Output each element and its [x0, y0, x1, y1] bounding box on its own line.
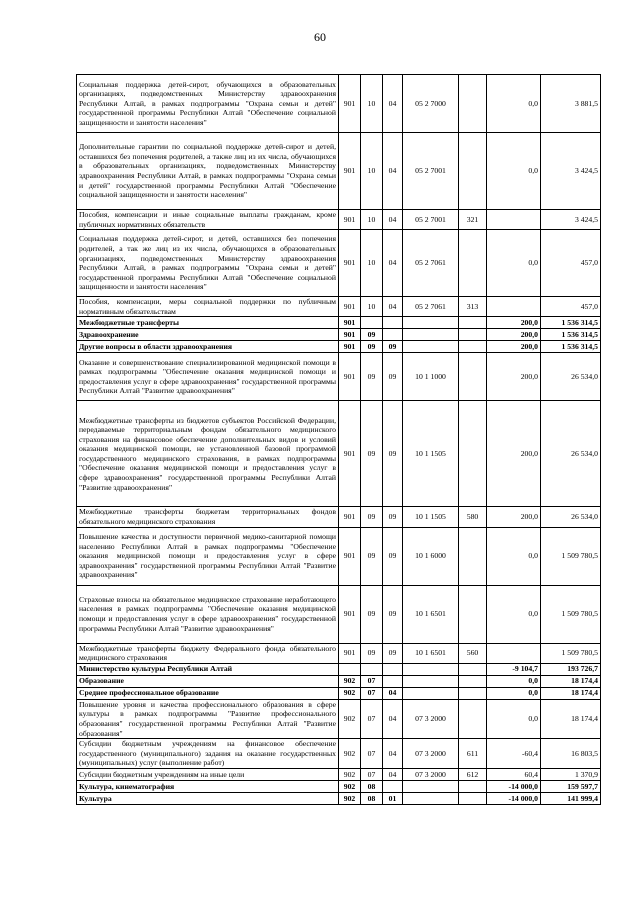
table-row: [77, 353, 601, 401]
change-amount: -9 104,7: [487, 663, 541, 675]
table-row: [77, 663, 601, 675]
table-row: [77, 329, 601, 341]
ministry-code: 901: [339, 210, 361, 230]
table-row: [77, 792, 601, 804]
total-amount: 18 174,4: [541, 687, 601, 699]
target-item-code: 05 2 7001: [403, 133, 459, 210]
total-amount: 3 424,5: [541, 133, 601, 210]
expense-type-code: [459, 792, 487, 804]
target-item-code: [403, 317, 459, 329]
table-row: [77, 317, 601, 329]
ministry-code: 902: [339, 699, 361, 738]
change-amount: 0,0: [487, 699, 541, 738]
section-code: 07: [361, 768, 383, 780]
target-item-code: [403, 792, 459, 804]
ministry-code: 901: [339, 401, 361, 507]
table-row: [77, 643, 601, 663]
change-amount: 0,0: [487, 687, 541, 699]
change-amount: 200,0: [487, 507, 541, 527]
change-amount: [487, 297, 541, 317]
ministry-code: 901: [339, 507, 361, 527]
expense-type-code: [459, 527, 487, 585]
expense-type-code: 611: [459, 739, 487, 769]
target-item-code: 05 2 7000: [403, 75, 459, 133]
subsection-code: [383, 663, 403, 675]
table-row: [77, 739, 601, 769]
change-amount: 200,0: [487, 329, 541, 341]
section-code: 09: [361, 643, 383, 663]
subsection-code: 04: [383, 133, 403, 210]
budget-table: [76, 74, 601, 805]
total-amount: 141 999,4: [541, 792, 601, 804]
target-item-code: 10 1 1000: [403, 353, 459, 401]
target-item-code: 05 2 7061: [403, 230, 459, 297]
table-row: [77, 527, 601, 585]
table-row: [77, 401, 601, 507]
expense-type-code: [459, 353, 487, 401]
subsection-code: 09: [383, 507, 403, 527]
change-amount: 0,0: [487, 527, 541, 585]
row-name: Межбюджетные трансферты бюджетам территориальных фондов обязательного медицинского страхования: [77, 507, 339, 527]
total-amount: 1 509 780,5: [541, 527, 601, 585]
table-row: [77, 675, 601, 687]
table-row: [77, 507, 601, 527]
expense-type-code: [459, 585, 487, 643]
section-code: 10: [361, 75, 383, 133]
table-row: [77, 210, 601, 230]
row-name: Социальная поддержка детей-сирот, и детей, оставшихся без попечения родителей, а так же лиц из их числа, обучающихся в образовательных организациях, подведомственных Министерству здравоохранения Республики Алтай, в рамках подпрограммы "Охрана семьи и детей" государственной программы Республики Алтай "Обеспечение социальной защищенности и занятости населения": [77, 230, 339, 297]
change-amount: 0,0: [487, 230, 541, 297]
table-row: [77, 75, 601, 133]
change-amount: [487, 210, 541, 230]
section-code: 07: [361, 687, 383, 699]
section-code: [361, 663, 383, 675]
row-name: Дополнительные гарантии по социальной поддержке детей-сирот и детей, оставшихся без попечения родителей, а также лиц из их числа, обучающихся в образовательных организациях, подведомственных Министерству здравоохранения Республики Алтай, в рамках подпрограммы "Охрана семьи и детей" государственной программы Республики Алтай "Обеспечение социальной защищенности и занятости населения": [77, 133, 339, 210]
target-item-code: [403, 687, 459, 699]
table-row: [77, 687, 601, 699]
row-name: Министерство культуры Республики Алтай: [77, 663, 339, 675]
total-amount: 1 370,9: [541, 768, 601, 780]
ministry-code: 902: [339, 687, 361, 699]
ministry-code: 902: [339, 768, 361, 780]
ministry-code: 901: [339, 643, 361, 663]
ministry-code: 902: [339, 675, 361, 687]
total-amount: 457,0: [541, 297, 601, 317]
ministry-code: 901: [339, 527, 361, 585]
change-amount: 60,4: [487, 768, 541, 780]
expense-type-code: 580: [459, 507, 487, 527]
table-row: [77, 297, 601, 317]
total-amount: 1 536 314,5: [541, 341, 601, 353]
total-amount: 1 509 780,5: [541, 585, 601, 643]
section-code: 08: [361, 792, 383, 804]
row-name: Межбюджетные трансферты: [77, 317, 339, 329]
total-amount: 26 534,0: [541, 507, 601, 527]
target-item-code: [403, 341, 459, 353]
total-amount: 159 597,7: [541, 780, 601, 792]
change-amount: 200,0: [487, 401, 541, 507]
ministry-code: 901: [339, 297, 361, 317]
ministry-code: 901: [339, 353, 361, 401]
expense-type-code: [459, 341, 487, 353]
section-code: [361, 317, 383, 329]
budget-table-body: [77, 75, 601, 805]
ministry-code: 901: [339, 329, 361, 341]
expense-type-code: [459, 780, 487, 792]
subsection-code: 04: [383, 739, 403, 769]
ministry-code: 901: [339, 317, 361, 329]
section-code: 09: [361, 353, 383, 401]
subsection-code: [383, 329, 403, 341]
subsection-code: 09: [383, 527, 403, 585]
row-name: Другие вопросы в области здравоохранения: [77, 341, 339, 353]
target-item-code: 10 1 6000: [403, 527, 459, 585]
row-name: Повышение качества и доступности первичной медико-санитарной помощи населению Республики Алтай в рамках подпрограммы "Обеспечение оказания медицинской помощи и предоставления услуг в сфере здравоохранения" государственной программы Республики Алтай "Развитие здравоохранения": [77, 527, 339, 585]
subsection-code: [383, 780, 403, 792]
target-item-code: 05 2 7001: [403, 210, 459, 230]
change-amount: -14 000,0: [487, 792, 541, 804]
row-name: Оказание и совершенствование специализированной медицинской помощи в рамках подпрограммы "Обеспечение оказания медицинской помощи и предоставления услуг в сфере здравоохранения" государственной программы Республики Алтай "Развитие здравоохранения": [77, 353, 339, 401]
row-name: Социальная поддержка детей-сирот, обучающихся в образовательных организациях, подведомственных Министерству здравоохранения Республики Алтай, в рамках подпрограммы "Охрана семьи и детей" государственной программы Республики Алтай "Обеспечение социальной защищенности и занятости населения": [77, 75, 339, 133]
total-amount: 18 174,4: [541, 675, 601, 687]
expense-type-code: 313: [459, 297, 487, 317]
target-item-code: [403, 663, 459, 675]
target-item-code: 07 3 2000: [403, 699, 459, 738]
section-code: 09: [361, 401, 383, 507]
subsection-code: 04: [383, 297, 403, 317]
expense-type-code: [459, 75, 487, 133]
expense-type-code: [459, 675, 487, 687]
ministry-code: 901: [339, 585, 361, 643]
row-name: Межбюджетные трансферты из бюджетов субъектов Российской Федерации, передаваемые территориальным фондам обязательного медицинского страхования на финансовое обеспечение дополнительных видов и условий оказания медицинской помощи, не установленной базовой программой государственного медицинского страхования, в рамках подпрограммы "Обеспечение оказания медицинской помощи и предоставления услуг в сфере здравоохранения" государственной программы Республики Алтай "Развитие здравоохранения": [77, 401, 339, 507]
ministry-code: 902: [339, 739, 361, 769]
change-amount: 0,0: [487, 585, 541, 643]
expense-type-code: 560: [459, 643, 487, 663]
total-amount: 26 534,0: [541, 353, 601, 401]
target-item-code: 10 1 6501: [403, 585, 459, 643]
section-code: 10: [361, 297, 383, 317]
ministry-code: 901: [339, 133, 361, 210]
total-amount: 1 536 314,5: [541, 317, 601, 329]
target-item-code: 10 1 1505: [403, 401, 459, 507]
target-item-code: [403, 675, 459, 687]
section-code: 10: [361, 133, 383, 210]
subsection-code: [383, 317, 403, 329]
subsection-code: 09: [383, 353, 403, 401]
ministry-code: 902: [339, 792, 361, 804]
total-amount: 1 509 780,5: [541, 643, 601, 663]
ministry-code: 901: [339, 341, 361, 353]
target-item-code: 07 3 2000: [403, 768, 459, 780]
total-amount: 26 534,0: [541, 401, 601, 507]
section-code: 08: [361, 780, 383, 792]
target-item-code: 10 1 6501: [403, 643, 459, 663]
subsection-code: 04: [383, 75, 403, 133]
target-item-code: 10 1 1505: [403, 507, 459, 527]
target-item-code: [403, 329, 459, 341]
table-row: [77, 699, 601, 738]
row-name: Субсидии бюджетным учреждениям на финансовое обеспечение государственного (муниципального) задания на оказание государственных (муниципальных) услуг (выполнение работ): [77, 739, 339, 769]
change-amount: 200,0: [487, 341, 541, 353]
row-name: Субсидии бюджетным учреждениям на иные цели: [77, 768, 339, 780]
ministry-code: 901: [339, 75, 361, 133]
total-amount: 3 424,5: [541, 210, 601, 230]
expense-type-code: [459, 401, 487, 507]
row-name: Культура: [77, 792, 339, 804]
table-row: [77, 768, 601, 780]
section-code: 07: [361, 739, 383, 769]
subsection-code: 09: [383, 341, 403, 353]
row-name: Межбюджетные трансферты бюджету Федерального фонда обязательного медицинского страхования: [77, 643, 339, 663]
section-code: 07: [361, 675, 383, 687]
target-item-code: 07 3 2000: [403, 739, 459, 769]
change-amount: -14 000,0: [487, 780, 541, 792]
total-amount: 18 174,4: [541, 699, 601, 738]
expense-type-code: [459, 133, 487, 210]
row-name: Повышение уровня и качества профессионального образования в сфере культуры в рамках подпрограммы "Развитие профессионального образования" государственной программы Республики Алтай "Развитие образования": [77, 699, 339, 738]
change-amount: 0,0: [487, 675, 541, 687]
target-item-code: 05 2 7061: [403, 297, 459, 317]
subsection-code: 04: [383, 687, 403, 699]
section-code: 10: [361, 230, 383, 297]
total-amount: 1 536 314,5: [541, 329, 601, 341]
table-row: [77, 585, 601, 643]
total-amount: 3 881,5: [541, 75, 601, 133]
expense-type-code: [459, 663, 487, 675]
subsection-code: [383, 675, 403, 687]
table-row: [77, 341, 601, 353]
ministry-code: 901: [339, 230, 361, 297]
table-row: [77, 133, 601, 210]
expense-type-code: 612: [459, 768, 487, 780]
section-code: 09: [361, 527, 383, 585]
total-amount: 193 726,7: [541, 663, 601, 675]
change-amount: 200,0: [487, 353, 541, 401]
expense-type-code: [459, 699, 487, 738]
total-amount: 16 803,5: [541, 739, 601, 769]
table-row: [77, 230, 601, 297]
change-amount: 200,0: [487, 317, 541, 329]
expense-type-code: [459, 317, 487, 329]
total-amount: 457,0: [541, 230, 601, 297]
section-code: 09: [361, 585, 383, 643]
ministry-code: [339, 663, 361, 675]
row-name: Среднее профессиональное образование: [77, 687, 339, 699]
subsection-code: 04: [383, 768, 403, 780]
subsection-code: 04: [383, 230, 403, 297]
row-name: Культура, кинематография: [77, 780, 339, 792]
row-name: Здравоохранение: [77, 329, 339, 341]
change-amount: [487, 643, 541, 663]
row-name: Образование: [77, 675, 339, 687]
section-code: 09: [361, 329, 383, 341]
expense-type-code: [459, 687, 487, 699]
change-amount: 0,0: [487, 75, 541, 133]
subsection-code: 09: [383, 585, 403, 643]
expense-type-code: [459, 230, 487, 297]
subsection-code: 09: [383, 401, 403, 507]
change-amount: -60,4: [487, 739, 541, 769]
row-name: Пособия, компенсации, меры социальной поддержки по публичным нормативным обязательствам: [77, 297, 339, 317]
page-number: 60: [314, 30, 326, 44]
section-code: 09: [361, 507, 383, 527]
subsection-code: 09: [383, 643, 403, 663]
subsection-code: 01: [383, 792, 403, 804]
table-row: [77, 780, 601, 792]
ministry-code: 902: [339, 780, 361, 792]
row-name: Пособия, компенсации и иные социальные выплаты гражданам, кроме публичных нормативных обязательств: [77, 210, 339, 230]
subsection-code: 04: [383, 699, 403, 738]
target-item-code: [403, 780, 459, 792]
row-name: Страховые взносы на обязательное медицинское страхование неработающего населения в рамках подпрограммы "Обеспечение оказания медицинской помощи и предоставления услуг в сфере здравоохранения" государственной программы Республики Алтай "Развитие здравоохранения": [77, 585, 339, 643]
change-amount: 0,0: [487, 133, 541, 210]
subsection-code: 04: [383, 210, 403, 230]
section-code: 07: [361, 699, 383, 738]
expense-type-code: [459, 329, 487, 341]
section-code: 10: [361, 210, 383, 230]
section-code: 09: [361, 341, 383, 353]
expense-type-code: 321: [459, 210, 487, 230]
